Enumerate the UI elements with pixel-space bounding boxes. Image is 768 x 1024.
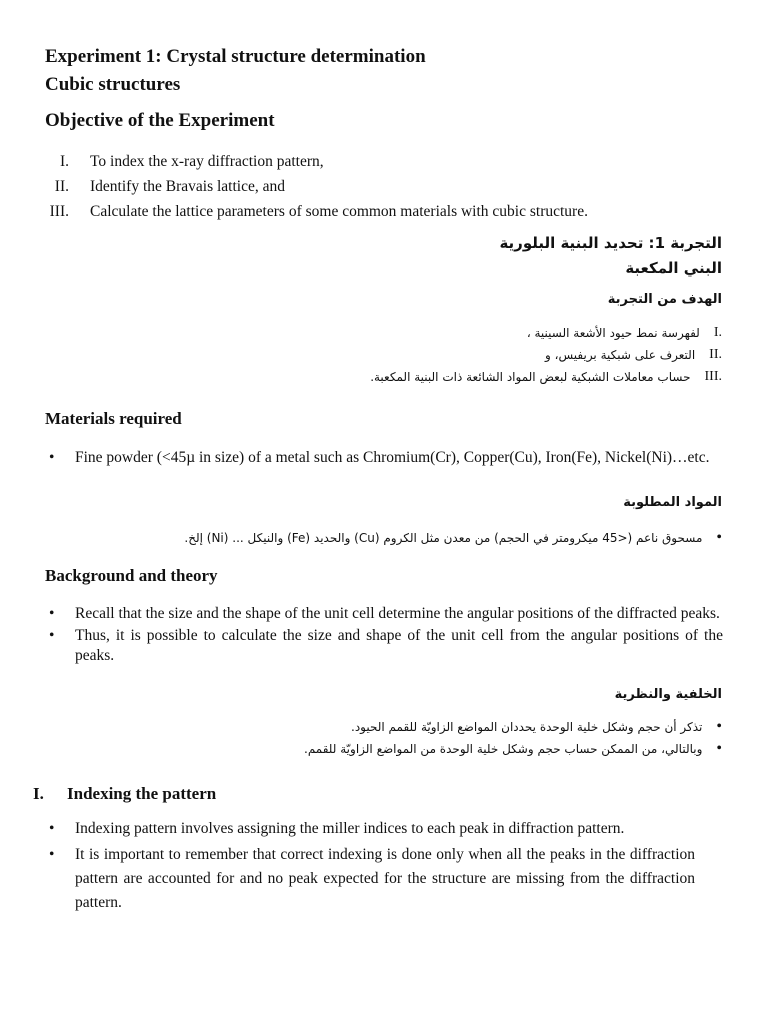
list-item bbox=[304, 738, 722, 760]
bullet-icon: • bbox=[716, 718, 722, 735]
item-text: لفهرسة نمط حيود الأشعة السينية ، bbox=[526, 326, 700, 340]
list-item bbox=[45, 817, 695, 841]
bullet-icon: • bbox=[49, 846, 55, 863]
materials-heading: Materials required bbox=[45, 409, 182, 428]
list-item bbox=[45, 174, 725, 199]
item-number: III. bbox=[49, 202, 69, 220]
list-item bbox=[45, 149, 725, 174]
arabic-title-line-1: التجربة 1: تحديد البنية البلورية bbox=[499, 234, 722, 252]
item-number: .II bbox=[709, 347, 722, 362]
bullet-icon: • bbox=[716, 529, 722, 546]
arabic-background-list bbox=[304, 716, 722, 760]
arabic-objective-heading: الهدف من التجربة bbox=[607, 292, 722, 307]
arabic-materials-heading: المواد المطلوبة bbox=[623, 495, 722, 510]
arabic-materials-list bbox=[184, 527, 722, 549]
objective-heading: Objective of the Experiment bbox=[45, 110, 275, 131]
item-number: II. bbox=[54, 177, 69, 195]
bullet-icon: • bbox=[716, 740, 722, 757]
list-item bbox=[370, 366, 722, 388]
arabic-objectives-list bbox=[370, 322, 722, 388]
item-text: Recall that the size and the shape of the unit cell determine the angular positions of the diffracted peaks. bbox=[75, 605, 720, 622]
list-item bbox=[370, 344, 722, 366]
item-text: حساب معاملات الشبكية لبعض المواد الشائعة ذات البنية المكعبة. bbox=[370, 370, 691, 384]
item-number: .I bbox=[713, 325, 722, 340]
item-number: I. bbox=[59, 152, 69, 170]
background-heading: Background and theory bbox=[45, 566, 218, 585]
objectives-list bbox=[45, 149, 725, 224]
item-number: .III bbox=[704, 369, 722, 384]
bullet-icon: • bbox=[49, 820, 55, 837]
materials-list bbox=[45, 448, 723, 470]
title-line-2: Cubic structures bbox=[45, 74, 181, 95]
bullet-icon: • bbox=[49, 449, 55, 466]
item-text: Calculate the lattice parameters of some common materials with cubic structure. bbox=[90, 202, 588, 220]
section-heading bbox=[33, 784, 216, 804]
item-text: Identify the Bravais lattice, and bbox=[90, 177, 285, 195]
arabic-background-heading: الخلفية والنظرية bbox=[614, 687, 722, 702]
list-item bbox=[370, 322, 722, 344]
list-item bbox=[184, 527, 722, 549]
item-text: Indexing pattern involves assigning the miller indices to each peak in diffraction pattern. bbox=[75, 820, 625, 837]
indexing-list bbox=[45, 817, 695, 917]
list-item bbox=[45, 199, 725, 224]
item-text: مسحوق ناعم (<45 ميكرومتر في الحجم) من معدن مثل الكروم (Cu) والحديد (Fe) والنيكل ... (Ni) إلخ. bbox=[184, 531, 703, 545]
list-item bbox=[45, 604, 723, 624]
section-title: Indexing the pattern bbox=[67, 784, 217, 803]
list-item bbox=[304, 716, 722, 738]
arabic-title-line-2: البني المكعبة bbox=[625, 259, 722, 277]
background-list bbox=[45, 604, 723, 668]
item-text: Thus, it is possible to calculate the size and shape of the unit cell from the angular positions of the peaks. bbox=[75, 627, 723, 664]
section-number: I. bbox=[33, 784, 44, 803]
item-text: تذكر أن حجم وشكل خلية الوحدة يحددان المواضع الزاويّة للقمم الحيود. bbox=[351, 720, 703, 734]
list-item bbox=[45, 843, 695, 915]
item-text: التعرف على شبكية بريفيس، و bbox=[545, 348, 696, 362]
list-item bbox=[45, 448, 723, 468]
bullet-icon: • bbox=[49, 627, 55, 644]
list-item bbox=[45, 626, 723, 666]
item-text: وبالتالي، من الممكن حساب حجم وشكل خلية الوحدة من المواضع الزاويّة للقمم. bbox=[304, 742, 703, 756]
item-text: Fine powder (<45µ in size) of a metal such as Chromium(Cr), Copper(Cu), Iron(Fe), Nickel(Ni)…etc. bbox=[75, 449, 710, 466]
item-text: It is important to remember that correct indexing is done only when all the peaks in the diffraction pattern are accounted for and no peak expected for the structure are missing from the diffraction pattern. bbox=[75, 846, 695, 911]
title-line-1: Experiment 1: Crystal structure determination bbox=[45, 46, 426, 67]
bullet-icon: • bbox=[49, 605, 55, 622]
item-text: To index the x-ray diffraction pattern, bbox=[90, 152, 324, 170]
